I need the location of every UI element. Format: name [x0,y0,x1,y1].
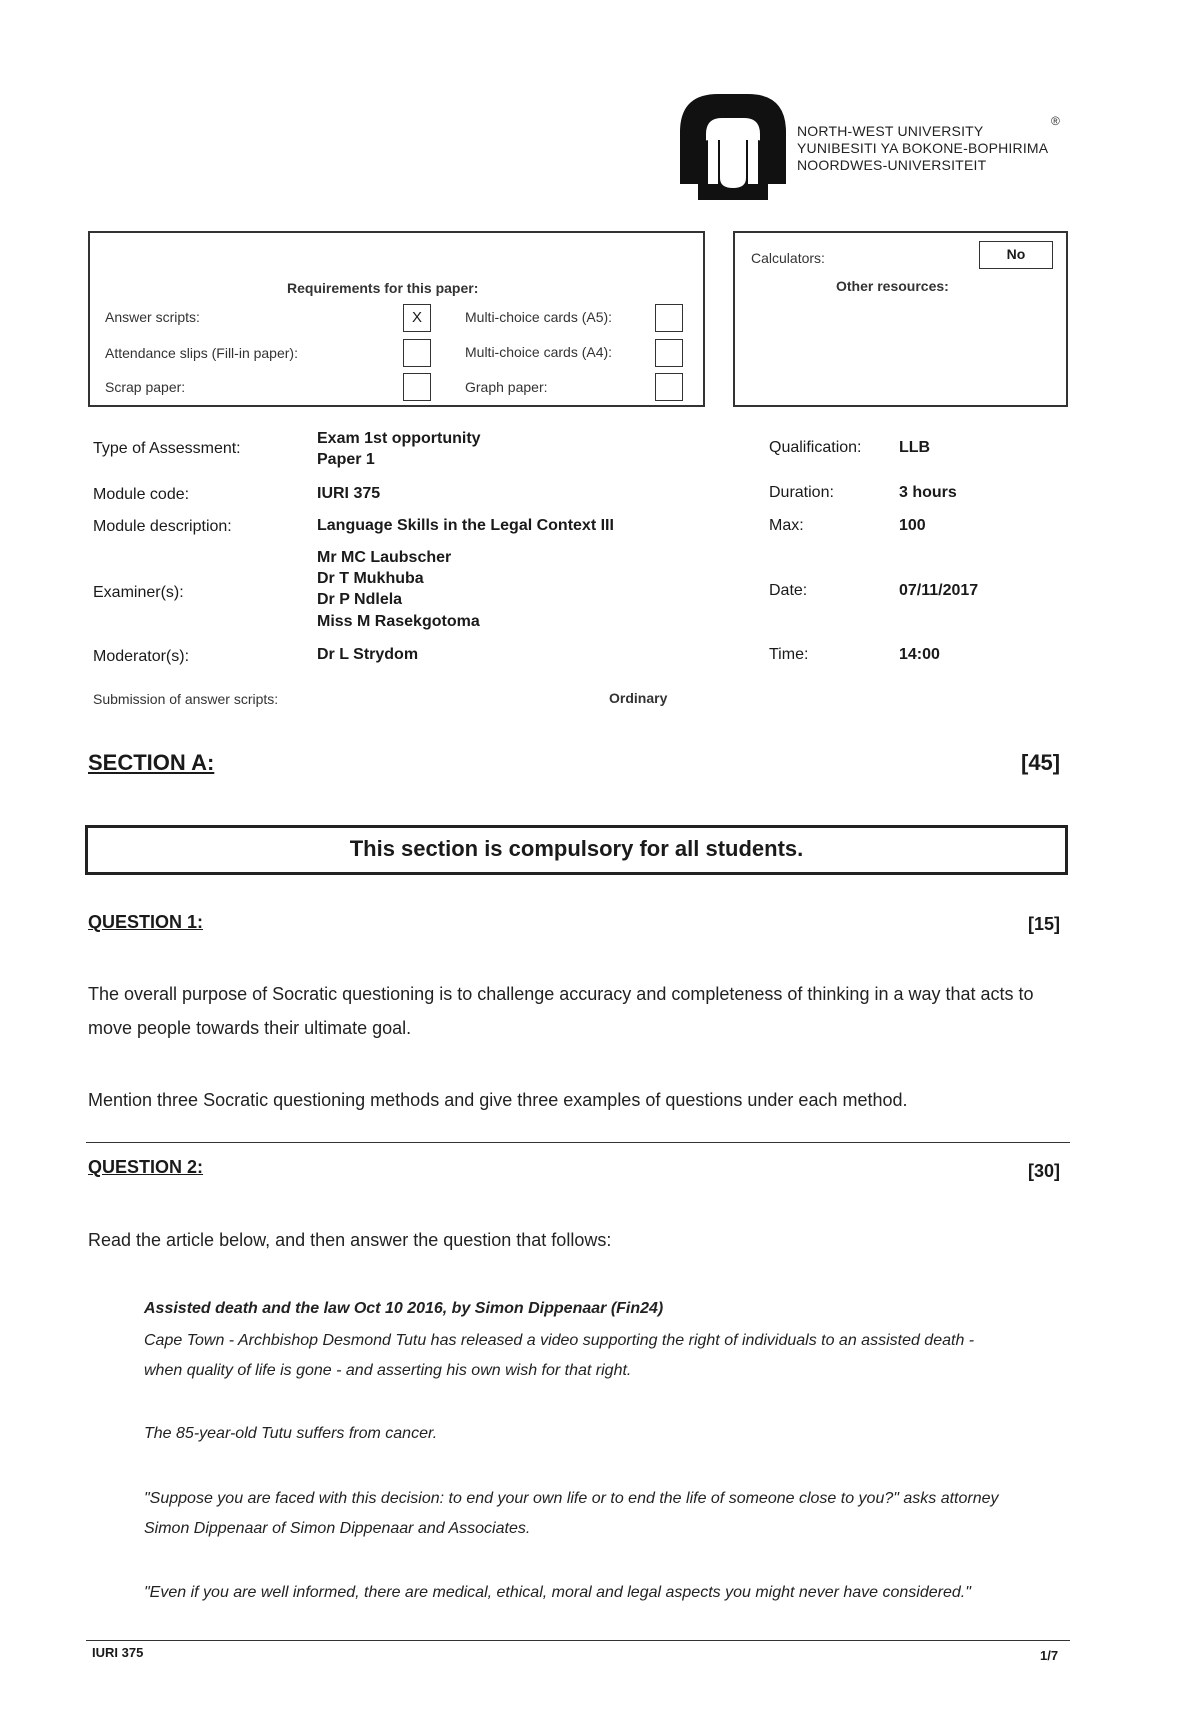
footer-module-code: IURI 375 [92,1645,144,1660]
mc-a5-checkbox[interactable] [655,304,683,332]
mc-a4-label: Multi-choice cards (A4): [465,344,613,360]
other-resources-label: Other resources: [836,278,949,294]
section-title: SECTION A: [88,750,215,775]
footer-page-number: 1/7 [1040,1648,1059,1663]
graph-paper-label: Graph paper: [465,379,548,395]
attendance-slips-checkbox[interactable] [403,339,431,367]
footer-divider [86,1640,1070,1641]
requirements-title: Requirements for this paper: [287,280,479,296]
module-code-value: IURI 375 [317,485,381,502]
university-name-af: NOORDWES-UNIVERSITEIT [797,157,987,173]
question-1-title: QUESTION 1: [88,912,204,932]
duration-value: 3 hours [899,484,957,501]
question-2-marks: [30] [1028,1161,1061,1181]
registered-mark: ® [1051,114,1060,128]
type-label: Type of Assessment: [93,440,241,457]
module-code-label: Module code: [93,486,190,503]
article-paragraph-1: Cape Town - Archbishop Desmond Tutu has released a video supporting the right of individuals to an assisted death - when quality of life is gone - and asserting his own wish for that right. [144,1332,975,1379]
duration-label: Duration: [769,484,834,501]
module-desc-label: Module description: [93,518,232,535]
module-desc-value: Language Skills in the Legal Context III [317,517,614,534]
date-label: Date: [769,582,808,599]
mc-a5-label: Multi-choice cards (A5): [465,309,613,325]
examiner-2: Dr T Mukhuba [317,570,424,587]
requirements-box [88,231,705,407]
examiner-1: Mr MC Laubscher [317,549,452,566]
moderators-value: Dr L Strydom [317,646,419,663]
article-paragraph-4: "Even if you are well informed, there are medical, ethical, moral and legal aspects you might never have considered." [144,1584,971,1601]
university-name-en: NORTH-WEST UNIVERSITY [797,123,984,139]
examiner-3: Dr P Ndlela [317,591,403,608]
qualification-value: LLB [899,439,931,456]
answer-scripts-label: Answer scripts: [105,309,200,325]
article-paragraph-2: The 85-year-old Tutu suffers from cancer. [144,1425,438,1442]
time-label: Time: [769,646,809,663]
type-value-1: Exam 1st opportunity [317,430,481,447]
max-label: Max: [769,517,804,534]
time-value: 14:00 [899,646,940,663]
question-2-title: QUESTION 2: [88,1157,204,1177]
article-paragraph-3: "Suppose you are faced with this decision: to end your own life or to end the life of someone close to you?" asks attorney Simon Dippenaar of Simon Dippenaar and Associates. [144,1490,999,1537]
max-value: 100 [899,517,926,534]
examiner-4: Miss M Rasekgotoma [317,613,480,630]
question-1-marks: [15] [1028,914,1061,934]
qualification-label: Qualification: [769,439,862,456]
scrap-paper-checkbox[interactable] [403,373,431,401]
date-value: 07/11/2017 [899,582,979,599]
university-name-tn: YUNIBESITI YA BOKONE-BOPHIRIMA [797,140,1049,156]
calculators-label: Calculators: [751,250,825,266]
scrap-paper-label: Scrap paper: [105,379,186,395]
section-marks: [45] [1021,750,1061,775]
graph-paper-checkbox[interactable] [655,373,683,401]
question-1-paragraph-1: The overall purpose of Socratic questioning is to challenge accuracy and completeness of thinking in a way that acts to move people towards their ultimate goal. [88,984,1034,1038]
answer-scripts-checkbox[interactable]: X [403,304,431,332]
submission-label: Submission of answer scripts: [93,691,279,707]
university-names [797,123,1048,174]
question-2-intro: Read the article below, and then answer the question that follows: [88,1230,612,1250]
moderators-label: Moderator(s): [93,648,190,665]
submission-value: Ordinary [609,690,668,706]
calculators-value: No [979,241,1053,269]
divider [86,1142,1070,1143]
resources-box [733,231,1068,407]
examiners-label: Examiner(s): [93,584,184,601]
question-1-paragraph-2: Mention three Socratic questioning methods and give three examples of questions under each method. [88,1090,908,1110]
compulsory-banner: This section is compulsory for all students. [85,825,1068,875]
attendance-slips-label: Attendance slips (Fill-in paper): [105,345,298,361]
university-logo-icon [678,92,788,204]
article-heading: Assisted death and the law Oct 10 2016, by Simon Dippenaar (Fin24) [144,1300,664,1317]
mc-a4-checkbox[interactable] [655,339,683,367]
type-value-2: Paper 1 [317,451,375,468]
